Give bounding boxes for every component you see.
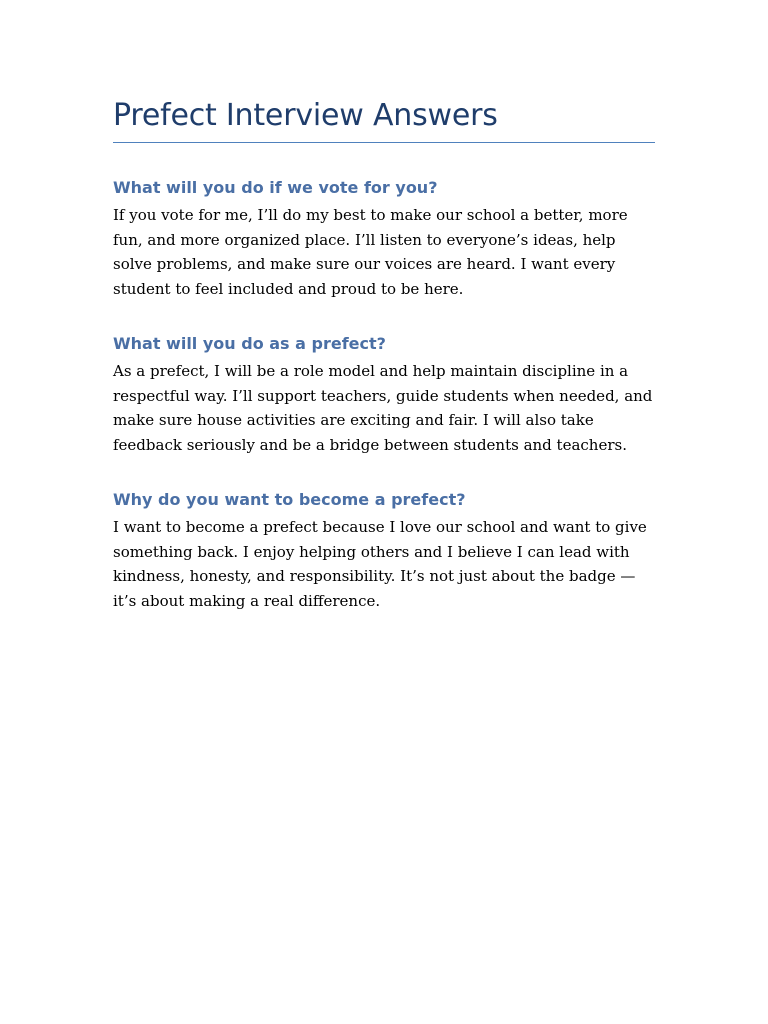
document-page — [113, 96, 655, 613]
title-underline — [113, 142, 655, 143]
section-heading: What will you do if we vote for you? — [113, 178, 438, 197]
section-body: I want to become a prefect because I love our school and want to give something back. I enjoy helping others and I believe I can lead with kindness, honesty, and responsibility. It’s not just about the badge — it’s about making a real difference. — [113, 518, 647, 610]
section-vote — [113, 177, 655, 301]
section-why-prefect — [113, 489, 655, 613]
section-body: If you vote for me, I’ll do my best to make our school a better, more fun, and more organized place. I’ll listen to everyone’s ideas, help solve problems, and make sure our voices are heard. I want every student to feel included and proud to be here. — [113, 206, 628, 298]
page-title: Prefect Interview Answers — [113, 98, 498, 133]
section-heading: Why do you want to become a prefect? — [113, 490, 466, 509]
section-as-prefect — [113, 333, 655, 457]
section-heading: What will you do as a prefect? — [113, 334, 386, 353]
section-body: As a prefect, I will be a role model and help maintain discipline in a respectful way. I’ll support teachers, guide students when needed, and make sure house activities are exciting and fair. I will also take feedback seriously and be a bridge between students and teachers. — [113, 362, 653, 454]
